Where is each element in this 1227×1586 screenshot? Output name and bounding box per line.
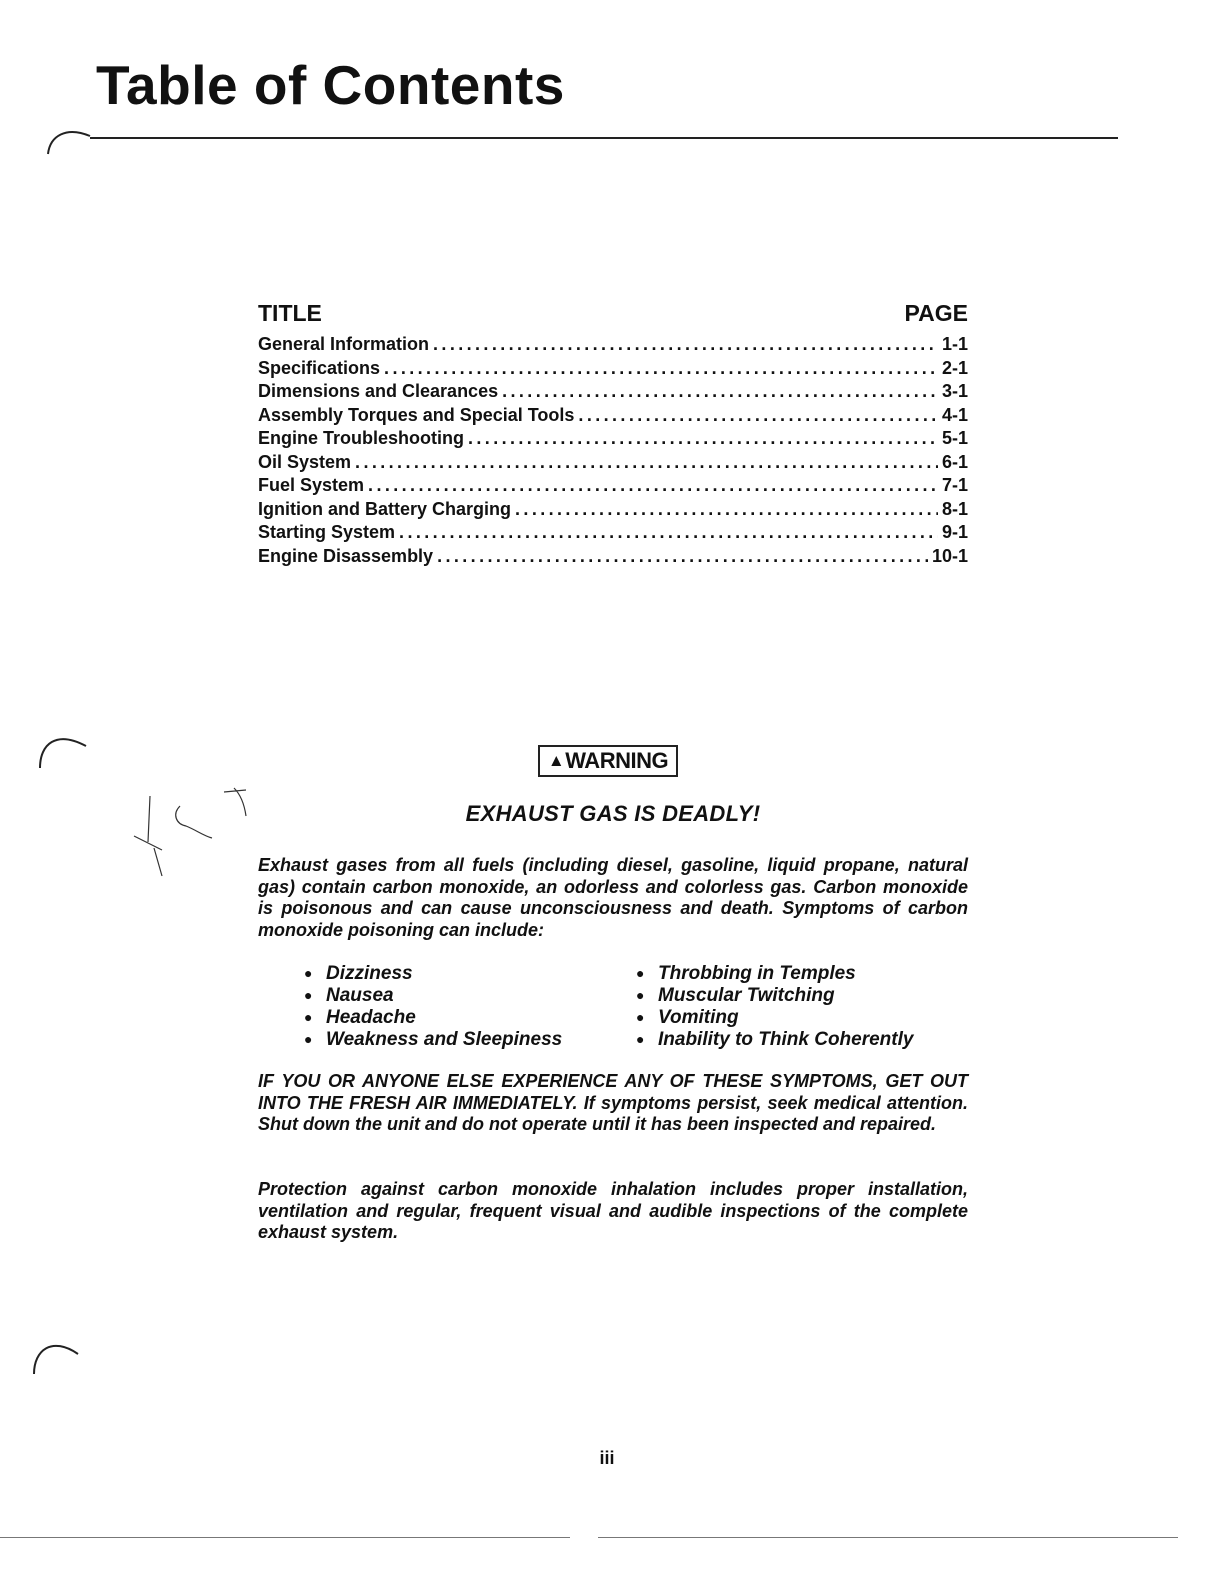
warning-protection-paragraph: Protection against carbon monoxide inhalation includes proper installation, ventilation and regular, frequent visual and audible inspections of the complete exhaust system. [258, 1179, 968, 1242]
symptom-item: ● Muscular Twitching [636, 984, 913, 1006]
leader-dots [355, 452, 938, 473]
toc-entry-page: 4-1 [941, 404, 968, 425]
toc-page-column-header: PAGE [904, 300, 968, 326]
leader-dots [515, 499, 938, 520]
symptom-item: ● Weakness and Sleepiness [304, 1028, 562, 1050]
toc-entry[interactable] [258, 499, 968, 523]
scan-bottom-line-right [598, 1537, 1178, 1538]
binder-hole-mark-middle [36, 726, 92, 772]
leader-dots [437, 546, 928, 567]
binder-hole-mark-bottom [30, 1334, 86, 1378]
toc-entry-page: 2-1 [941, 357, 968, 378]
toc-entry[interactable] [258, 522, 968, 546]
toc-entry-title: Assembly Torques and Special Tools [258, 404, 575, 425]
toc-entry-title: Oil System [258, 451, 352, 472]
leader-dots [399, 522, 938, 543]
page-title: Table of Contents [96, 54, 565, 116]
scan-bottom-line-left [0, 1537, 570, 1538]
toc-entry[interactable] [258, 452, 968, 476]
leader-dots [468, 428, 938, 449]
symptom-list-right [636, 962, 913, 1050]
toc-entry[interactable] [258, 334, 968, 358]
leader-dots [433, 334, 938, 355]
warning-label-box [538, 745, 678, 777]
leader-dots [368, 475, 938, 496]
toc-entry-title: Engine Troubleshooting [258, 428, 464, 448]
title-underline [90, 137, 1118, 139]
toc-entry-page: 1-1 [941, 334, 968, 354]
toc-entry-title: Dimensions and Clearances [258, 381, 499, 401]
toc-entry-title: Specifications [258, 357, 381, 378]
symptom-item: ● Nausea [304, 984, 562, 1006]
leader-dots [502, 381, 938, 402]
toc-entry-title: Starting System [258, 522, 396, 542]
symptom-item: ● Throbbing in Temples [636, 962, 913, 984]
binder-hole-mark-top [44, 124, 100, 156]
toc-entry[interactable] [258, 381, 968, 405]
warning-action-paragraph: IF YOU OR ANYONE ELSE EXPERIENCE ANY OF THESE SYMPTOMS, GET OUT INTO THE FRESH AIR IMMEDIATELY. If symptoms persist, seek medical attention. Shut down the unit and do not operate until it has been inspected and repaired. [258, 1071, 968, 1134]
toc-entry-page: 5-1 [941, 428, 968, 448]
symptom-item: ● Inability to Think Coherently [636, 1028, 913, 1050]
toc-entry-title: Ignition and Battery Charging [258, 498, 512, 519]
warning-heading: EXHAUST GAS IS DEADLY! [465, 801, 761, 826]
table-of-contents [258, 300, 968, 569]
warning-triangle-icon: ▲ [547, 751, 565, 770]
toc-entry-page: 7-1 [941, 475, 968, 495]
margin-scribble [128, 784, 278, 884]
toc-entry-title: Engine Disassembly [258, 545, 434, 566]
toc-entry[interactable] [258, 428, 968, 452]
toc-entry-page: 8-1 [941, 498, 968, 519]
symptom-item: ● Headache [304, 1006, 562, 1028]
page-number: iii [599, 1448, 615, 1468]
symptom-item: ● Dizziness [304, 962, 562, 984]
warning-label: WARNING [565, 748, 669, 773]
toc-entry-page: 3-1 [941, 381, 968, 401]
warning-intro-paragraph: Exhaust gases from all fuels (including diesel, gasoline, liquid propane, natural gas) contain carbon monoxide, an odorless and colorless gas. Carbon monoxide is poisonous and can cause unconsciousness and death. Symptoms of carbon monoxide poisoning can include: [258, 855, 968, 940]
toc-entry-page: 9-1 [941, 522, 968, 542]
symptom-item: ● Vomiting [636, 1006, 913, 1028]
toc-entry[interactable] [258, 546, 968, 570]
symptom-list-left [304, 962, 562, 1050]
toc-entry-title: Fuel System [258, 475, 365, 495]
toc-entry[interactable] [258, 405, 968, 429]
leader-dots [578, 405, 938, 426]
toc-entry[interactable] [258, 358, 968, 382]
toc-header [258, 300, 968, 327]
toc-entry-title: General Information [258, 334, 430, 354]
toc-entry-page: 10-1 [931, 545, 968, 566]
toc-entry-page: 6-1 [941, 451, 968, 472]
toc-title-column-header: TITLE [258, 300, 322, 326]
leader-dots [384, 358, 938, 379]
toc-entry[interactable] [258, 475, 968, 499]
